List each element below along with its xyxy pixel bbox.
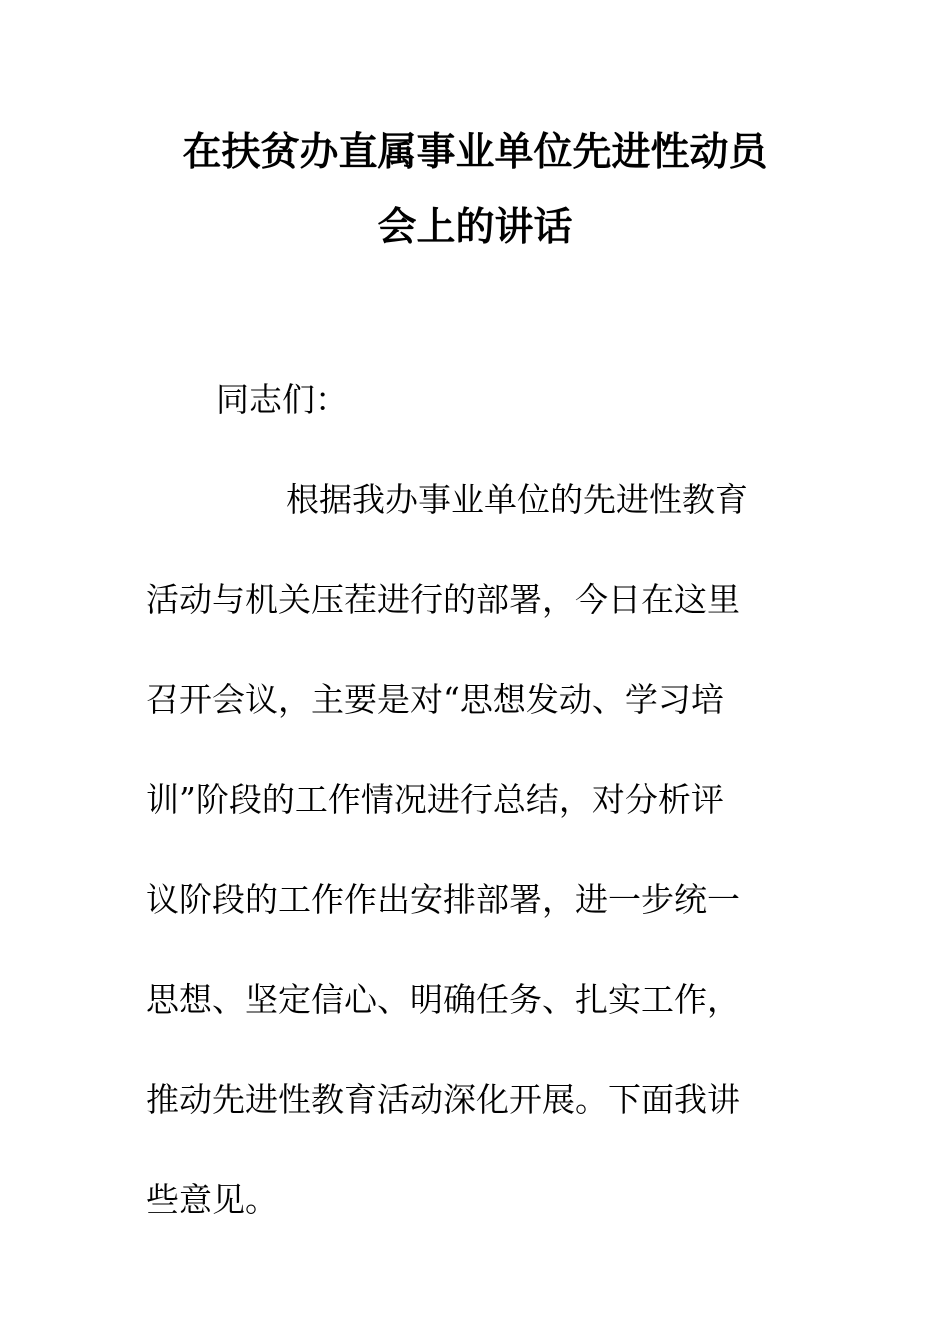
paragraph-line: 思想、坚定信心、明确任务、扎实工作， — [146, 980, 740, 1019]
document-title-line-1: 在扶贫办直属事业单位先进性动员 — [182, 130, 768, 175]
paragraph-line: 根据我办事业单位的先进性教育 — [286, 480, 748, 519]
paragraph-line: 些意见。 — [146, 1180, 278, 1219]
paragraph-line: 议阶段的工作作出安排部署，进一步统一 — [146, 880, 740, 919]
paragraph-line: 训”阶段的工作情况进行总结，对分析评 — [146, 780, 724, 819]
document-title-line-2: 会上的讲话 — [377, 205, 573, 250]
paragraph-line: 推动先进性教育活动深化开展。下面我讲 — [146, 1080, 740, 1119]
paragraph-line: 活动与机关压茬进行的部署，今日在这里 — [146, 580, 740, 619]
salutation: 同志们： — [216, 380, 348, 419]
paragraph-line: 召开会议，主要是对“思想发动、学习培 — [146, 680, 724, 719]
